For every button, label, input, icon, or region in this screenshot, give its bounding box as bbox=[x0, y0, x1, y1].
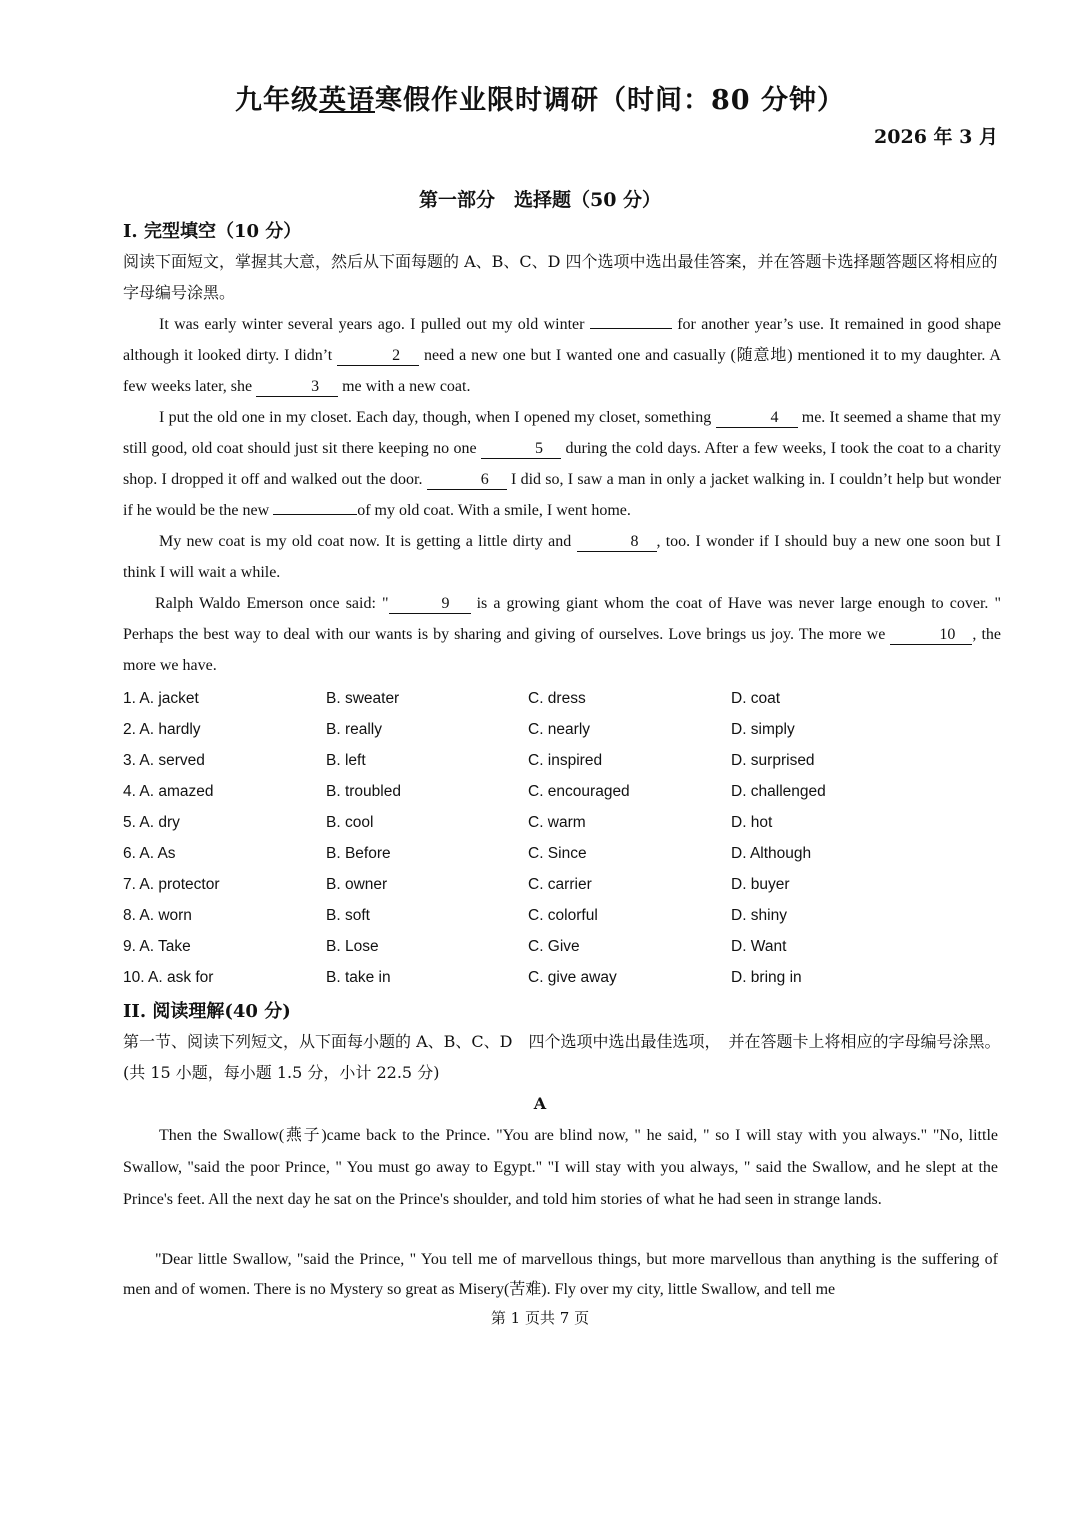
option-c: C. nearly bbox=[528, 721, 591, 738]
cloze-blank-9: 9 bbox=[389, 595, 471, 614]
cloze-text: I did so, I saw a man in only a jacket walking in. I couldn’t help but wonder if he would be the new bbox=[123, 471, 1002, 519]
option-b: B. Before bbox=[326, 845, 391, 862]
option-b: B. troubled bbox=[326, 783, 401, 800]
cloze-paragraph-3 bbox=[123, 526, 1001, 588]
cloze-text: It was early winter several years ago. I pulled out my old winter bbox=[159, 316, 590, 333]
cloze-text: , the more we have. bbox=[123, 626, 1001, 674]
option-c: C. carrier bbox=[528, 876, 592, 893]
cloze-blank-5: 5 bbox=[481, 440, 561, 459]
option-row bbox=[123, 841, 1003, 872]
option-c: C. Since bbox=[528, 845, 587, 862]
option-a: 2. A. hardly bbox=[123, 721, 201, 738]
section-cloze-instruction: 阅读下面短文，掌握其大意，然后从下面每题的 A、B、C、D 四个选项中选出最佳答案，并在答题卡选择题答题区将相应的字母编号涂黑。 bbox=[123, 252, 998, 302]
part-one-title: 第一部分 选择题（50 分） bbox=[418, 189, 662, 211]
option-d: D. coat bbox=[731, 690, 781, 707]
option-a: 1. A. jacket bbox=[123, 690, 199, 707]
cloze-blank-6: 6 bbox=[427, 471, 507, 490]
option-b: B. Lose bbox=[326, 938, 379, 955]
option-d: D. shiny bbox=[731, 907, 787, 924]
option-c: C. give away bbox=[528, 969, 617, 986]
option-c: C. encouraged bbox=[528, 783, 630, 800]
cloze-text: is a growing giant whom the coat of Have was never large enough to cover. " Perhaps the best way to deal with our wants is by sharing and giving of ourselves. Love brings us joy. The more we bbox=[123, 595, 1002, 643]
option-d: D. Although bbox=[731, 845, 812, 862]
option-row bbox=[123, 810, 1003, 841]
option-row bbox=[123, 686, 1003, 717]
option-row bbox=[123, 779, 1003, 810]
cloze-text: My new coat is my old coat now. It is getting a little dirty and bbox=[159, 533, 577, 550]
page-number: 第 1 页共 7 页 bbox=[490, 1309, 590, 1327]
option-a: 10. A. ask for bbox=[123, 969, 214, 986]
cloze-text: , too. I wonder if I should buy a new one soon but I think I will wait a while. bbox=[123, 533, 1002, 581]
cloze-text: me. It seemed a shame that my still good, old coat should just sit there keeping no one bbox=[123, 409, 1001, 457]
option-d: D. buyer bbox=[731, 876, 790, 893]
cloze-text: of my old coat. With a smile, I went home. bbox=[357, 502, 631, 519]
section-reading-instruction: 第一节、阅读下列短文，从下面每小题的 A、B、C、D 四个选项中选出最佳选项， 并在答题卡上将相应的字母编号涂黑。(共 15 小题，每小题 1.5 分，小计 22.5 分) bbox=[123, 1032, 1001, 1082]
option-row bbox=[123, 872, 1003, 903]
cloze-text: for another year’s use. It remained in good shape although it looked dirty. I didn’t bbox=[123, 316, 1002, 364]
cloze-text: need a new one but I wanted one and casually (随意地) mentioned it to my daughter. A few weeks later, she bbox=[123, 347, 1001, 395]
cloze-options bbox=[123, 686, 1003, 996]
option-c: C. dress bbox=[528, 690, 586, 707]
option-b: B. really bbox=[326, 721, 382, 738]
cloze-blank-4: 4 bbox=[716, 409, 798, 428]
option-a: 9. A. Take bbox=[123, 938, 191, 955]
option-c: C. colorful bbox=[528, 907, 598, 924]
option-a: 5. A. dry bbox=[123, 814, 180, 831]
option-a: 8. A. worn bbox=[123, 907, 192, 924]
title-prefix: 九年级 bbox=[235, 85, 319, 116]
section-cloze-heading: I. 完型填空（10 分） bbox=[123, 221, 302, 242]
option-d: D. Want bbox=[731, 938, 787, 955]
option-a: 3. A. served bbox=[123, 752, 205, 769]
option-d: D. surprised bbox=[731, 752, 815, 769]
option-b: B. soft bbox=[326, 907, 370, 924]
option-c: C. Give bbox=[528, 938, 580, 955]
option-row bbox=[123, 965, 1003, 996]
option-b: B. left bbox=[326, 752, 366, 769]
option-b: B. take in bbox=[326, 969, 391, 986]
option-d: D. challenged bbox=[731, 783, 826, 800]
cloze-paragraph-1 bbox=[123, 309, 1001, 402]
option-c: C. inspired bbox=[528, 752, 603, 769]
option-row bbox=[123, 748, 1003, 779]
passage-a-paragraph-1: Then the Swallow(燕子)came back to the Prince. "You are blind now, " he said, " so I will stay with you always." "No, little Swallow, "said the poor Prince, " You must go away to Egypt." "I will stay with you always, " said the Swallow, and he slept at the Prince's feet. All the next day he sat on the Prince's shoulder, and told him stories of what he had seen in strange lands. bbox=[123, 1127, 998, 1208]
cloze-text: I put the old one in my closet. Each day, though, when I opened my closet, something bbox=[159, 409, 716, 426]
passage-a-paragraph-2: "Dear little Swallow, "said the Prince, " You tell me of marvellous things, but more marvellous than anything is the suffering of men and of women. There is no Mystery so great as Misery(苦难). Fly over my city, little Swallow, and tell me bbox=[123, 1251, 998, 1298]
cloze-paragraph-4 bbox=[123, 588, 1001, 681]
title-suffix: 寒假作业限时调研（时间：80 分钟） bbox=[375, 85, 845, 116]
cloze-paragraph-2 bbox=[123, 402, 1001, 526]
option-d: D. simply bbox=[731, 721, 795, 738]
cloze-text: during the cold days. After a few weeks, I took the coat to a charity shop. I dropped it off and walked out the door. bbox=[123, 440, 1002, 488]
cloze-blank-10: 10 bbox=[890, 626, 972, 645]
option-b: B. sweater bbox=[326, 690, 400, 707]
cloze-text: me with a new coat. bbox=[338, 378, 471, 395]
option-a: 6. A. As bbox=[123, 845, 176, 862]
option-row bbox=[123, 934, 1003, 965]
cloze-blank-7 bbox=[273, 514, 357, 515]
cloze-blank-2: 2 bbox=[337, 347, 419, 366]
cloze-blank-3: 3 bbox=[256, 378, 338, 397]
exam-date: 2026 年 3 月 bbox=[874, 126, 998, 148]
option-d: D. hot bbox=[731, 814, 773, 831]
cloze-text: Ralph Waldo Emerson once said: " bbox=[155, 595, 389, 612]
passage-label: A bbox=[533, 1094, 547, 1113]
section-reading-heading: II. 阅读理解(40 分) bbox=[123, 1001, 291, 1022]
option-b: B. cool bbox=[326, 814, 374, 831]
option-row bbox=[123, 903, 1003, 934]
option-d: D. bring in bbox=[731, 969, 802, 986]
cloze-blank-1 bbox=[590, 328, 672, 329]
option-b: B. owner bbox=[326, 876, 388, 893]
option-a: 4. A. amazed bbox=[123, 783, 214, 800]
cloze-blank-8: 8 bbox=[577, 533, 657, 552]
title-subject: 英语 bbox=[319, 85, 375, 116]
exam-title bbox=[0, 78, 1080, 117]
option-a: 7. A. protector bbox=[123, 876, 220, 893]
option-c: C. warm bbox=[528, 814, 586, 831]
option-row bbox=[123, 717, 1003, 748]
